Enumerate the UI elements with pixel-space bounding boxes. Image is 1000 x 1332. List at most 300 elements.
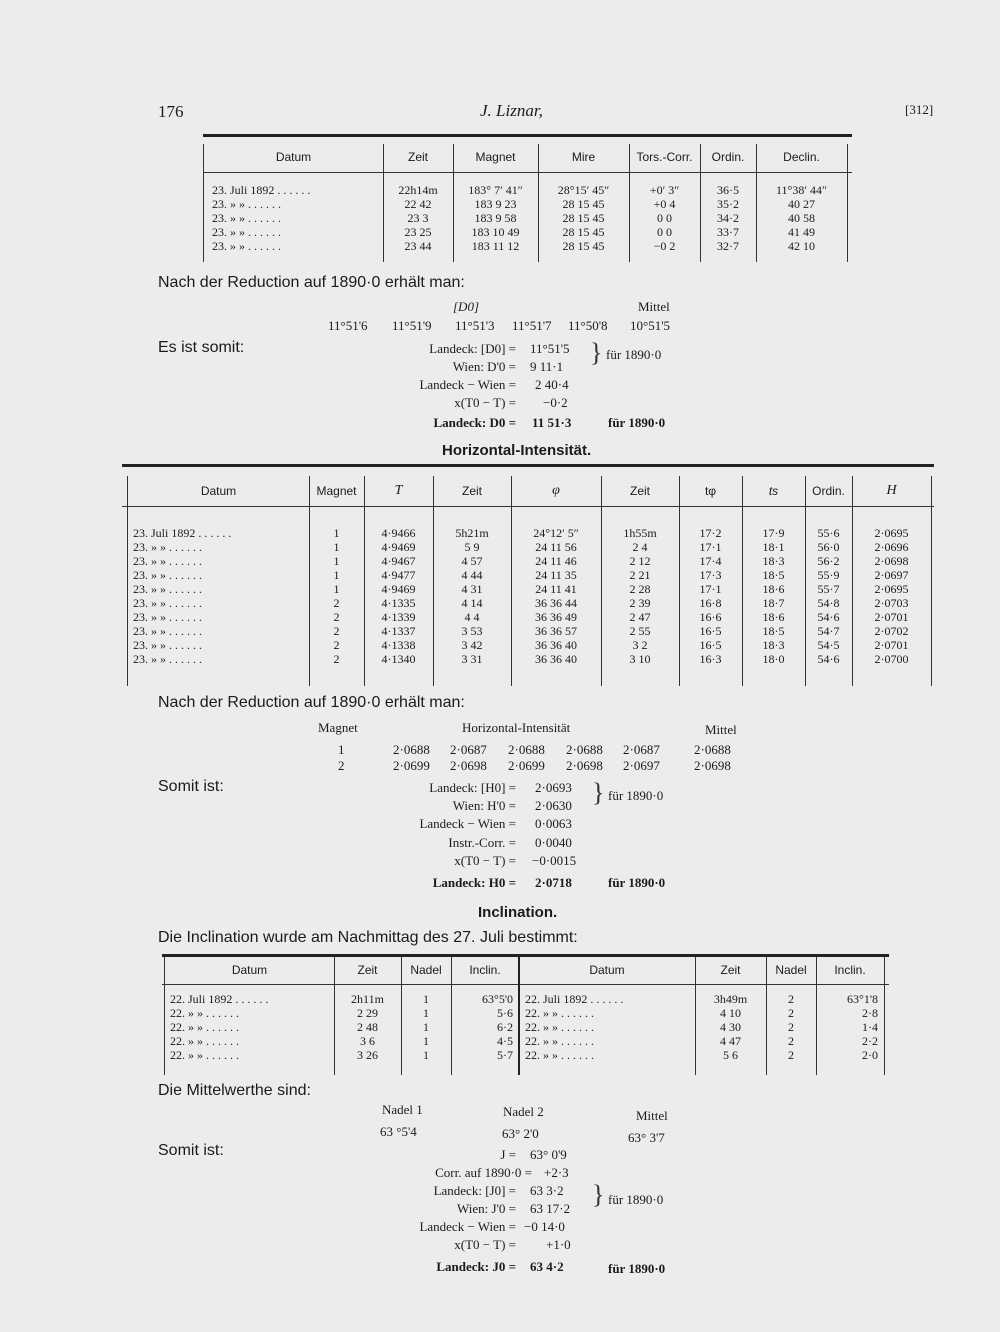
result-value: 11 51·3 [532, 415, 572, 430]
table-cell: 2 55 [629, 624, 651, 638]
table-cell: 23. » » . . . . . . [133, 582, 202, 596]
table-cell: 0 0 [657, 225, 672, 239]
table-cell: +0 4 [653, 197, 676, 211]
table-cell: 1 [333, 554, 340, 568]
somit-label: Somit ist: [158, 1142, 224, 1159]
incl-table-body [170, 992, 884, 1062]
column-header: Datum [200, 484, 237, 498]
table-row [133, 596, 931, 610]
table-cell: 2·0700 [874, 652, 909, 666]
hi-value: 2·0687 [450, 742, 487, 757]
table-cell: 24 11 41 [535, 582, 577, 596]
table-cell: 33·7 [717, 225, 739, 239]
table-cell: 5·7 [497, 1048, 513, 1062]
hi-value: 2·0697 [623, 758, 660, 773]
column-header: Tors.-Corr. [636, 150, 693, 164]
table-row [133, 624, 931, 638]
table-cell: 23. » » . . . . . . [133, 638, 202, 652]
table-cell: 4·9466 [381, 526, 416, 540]
table-row [133, 610, 931, 624]
table-cell: 4 44 [461, 568, 483, 582]
equation-value: 0·0063 [535, 816, 572, 831]
table-cell: 23 25 [404, 225, 432, 239]
table-cell: +0′ 3″ [649, 183, 680, 197]
result-epoch: für 1890·0 [608, 415, 666, 430]
table-cell: 3h49m [713, 992, 748, 1006]
table-cell: 28 15 45 [562, 211, 605, 225]
column-header: φ [552, 483, 560, 498]
table-row [133, 638, 931, 652]
table-row [212, 225, 847, 239]
column-header: tφ [704, 484, 717, 498]
table-cell: 54·8 [817, 596, 840, 610]
column-header: ts [768, 484, 779, 498]
table-rule [203, 134, 852, 137]
equation-label: Corr. auf 1890·0 = [435, 1165, 532, 1180]
table-cell: 54·7 [817, 624, 840, 638]
table-cell: 4 4 [464, 610, 480, 624]
table-cell: 1 [423, 1020, 429, 1034]
table-cell: 2·8 [862, 1006, 878, 1020]
table-row [133, 526, 931, 540]
column-header: Mire [571, 150, 596, 164]
table-cell: 2·0695 [874, 582, 909, 596]
table-cell: 2·0701 [874, 610, 909, 624]
table-cell: 2·0 [862, 1048, 878, 1062]
column-header: Declin. [783, 150, 820, 164]
table-cell: 18·7 [762, 596, 785, 610]
table-cell: 24 11 35 [535, 568, 577, 582]
column-header: Datum [231, 963, 268, 977]
table-cell: 18·3 [762, 554, 785, 568]
horizontal-intensity-label: Horizontal-Intensität [462, 720, 571, 735]
table-cell: 183 10 49 [471, 225, 520, 239]
table-cell: 1 [333, 582, 340, 596]
table-cell: 1 [333, 568, 340, 582]
table-cell: 22. » » . . . . . . [525, 1048, 594, 1062]
column-header: Magnet [475, 150, 516, 164]
table-cell: 23. » » . . . . . . [212, 211, 281, 225]
table-cell: 2 [788, 1020, 794, 1034]
equation-label: x(T0 − T) = [454, 853, 516, 868]
hi-value: 2·0688 [393, 742, 430, 757]
table-cell: 2·0696 [874, 540, 909, 554]
d0-value: 11°51'9 [392, 318, 432, 333]
equation-label: Landeck: [D0] = [429, 341, 516, 356]
brace-glyph: } [590, 338, 603, 367]
table-cell: 2 [333, 624, 340, 638]
magnet-label: Magnet [318, 720, 358, 735]
equation-value: +2·3 [544, 1165, 569, 1180]
table-cell: 2 12 [629, 554, 651, 568]
table-cell: 183 9 58 [474, 211, 517, 225]
column-header: Zeit [357, 963, 378, 977]
table-row [212, 197, 847, 211]
table-cell: 1 [423, 1048, 429, 1062]
table-cell: 18·5 [762, 624, 785, 638]
table-cell: 23 44 [404, 239, 432, 253]
magnet-number: 2 [338, 758, 345, 773]
table-cell: 5 6 [723, 1048, 738, 1062]
equation-value: +1·0 [546, 1237, 571, 1252]
table-cell: 1 [333, 526, 340, 540]
column-header: Zeit [720, 963, 741, 977]
table-row [170, 992, 884, 1006]
equation-label: x(T0 − T) = [454, 1237, 516, 1252]
table-cell: 4·9469 [381, 540, 416, 554]
table-cell: 23. » » . . . . . . [212, 239, 281, 253]
table-cell: 18·0 [762, 652, 785, 666]
table-cell: 2 [788, 992, 794, 1006]
table-cell: 22. » » . . . . . . [170, 1034, 239, 1048]
equation-value: 0·0040 [535, 835, 572, 850]
table-rule [122, 506, 934, 507]
page-number: 176 [158, 102, 184, 121]
magnet-number: 1 [338, 742, 345, 757]
d0-column-label: [D0] [453, 299, 480, 314]
result-label: Landeck: J0 = [436, 1259, 516, 1274]
table-cell: 23. Juli 1892 . . . . . . [133, 526, 232, 540]
mittel-label: Mittel [638, 299, 670, 314]
decl-reduction-intro: Nach der Reduction auf 1890·0 erhält man: [158, 274, 465, 291]
table-cell: 35·2 [717, 197, 739, 211]
incl-table-header [165, 963, 884, 977]
table-cell: 183° 7′ 41″ [468, 183, 523, 197]
result-label: Landeck: D0 = [433, 415, 516, 430]
equation-value: 63° 0'9 [530, 1147, 567, 1162]
table-cell: 22. » » . . . . . . [170, 1048, 239, 1062]
somit-label: Somit ist: [158, 778, 224, 795]
table-cell: 3 53 [461, 624, 483, 638]
table-cell: 55·9 [817, 568, 840, 582]
column-header: Magnet [316, 484, 357, 498]
table-cell: 63°1'8 [847, 992, 878, 1006]
table-cell: 22. Juli 1892 . . . . . . [525, 992, 624, 1006]
column-header: Datum [589, 963, 625, 977]
result-value: 2·0718 [535, 875, 572, 890]
overall-mean: 63° 3'7 [628, 1130, 665, 1145]
table-cell: 63°5'0 [482, 992, 513, 1006]
table-cell: 4·1339 [381, 610, 416, 624]
table-cell: 23. » » . . . . . . [133, 554, 202, 568]
table-row [133, 568, 931, 582]
table-cell: 28 15 45 [562, 197, 605, 211]
table-cell: 22. » » . . . . . . [525, 1034, 594, 1048]
result-value: 63 4·2 [530, 1259, 564, 1274]
table-cell: 23. » » . . . . . . [133, 568, 202, 582]
nadel-1-label: Nadel 1 [382, 1102, 423, 1117]
table-cell: 36 36 40 [535, 652, 577, 666]
table-cell: 2 [333, 652, 340, 666]
table-cell: 2 28 [629, 582, 651, 596]
table-cell: 4 10 [720, 1006, 741, 1020]
table-border [884, 957, 885, 1075]
page-reference: [312] [905, 102, 934, 117]
table-cell: 23. » » . . . . . . [133, 540, 202, 554]
table-cell: 54·6 [817, 610, 840, 624]
table-cell: 17·1 [699, 582, 722, 596]
table-cell: 4 14 [461, 596, 483, 610]
table-row [212, 211, 847, 225]
table-row [170, 1020, 884, 1034]
table-cell: 40 58 [788, 211, 815, 225]
equation-value: 9 11·1 [530, 359, 564, 374]
table-cell: 2 [788, 1034, 794, 1048]
table-cell: 1 [423, 1034, 429, 1048]
mittel-label: Mittel [705, 722, 737, 737]
table-border [127, 476, 128, 686]
table-cell: 4·9467 [381, 554, 416, 568]
table-border [847, 144, 848, 262]
table-cell: 36 36 40 [535, 638, 577, 652]
column-header: T [394, 483, 403, 498]
table-cell: 6·2 [497, 1020, 513, 1034]
table-cell: 22. » » . . . . . . [170, 1020, 239, 1034]
table-cell: 1 [423, 992, 429, 1006]
table-row [133, 554, 931, 568]
table-cell: 22h14m [398, 183, 438, 197]
table-row [212, 183, 847, 197]
table-cell: 2 [788, 1006, 794, 1020]
table-cell: 18·1 [762, 540, 785, 554]
brace-glyph: } [592, 1180, 605, 1209]
table-row [133, 652, 931, 666]
table-rule [203, 172, 852, 173]
table-cell: 17·1 [699, 540, 722, 554]
table-cell: 36 36 49 [535, 610, 577, 624]
table-cell: −0 2 [653, 239, 676, 253]
equation-value: 11°51'5 [530, 341, 570, 356]
table-cell: 22. » » . . . . . . [525, 1006, 594, 1020]
table-cell: 2·0695 [874, 526, 909, 540]
table-cell: 16·8 [699, 596, 722, 610]
table-cell: 2 48 [357, 1020, 378, 1034]
table-cell: 2 4 [632, 540, 648, 554]
table-row [170, 1048, 884, 1062]
table-cell: 22 42 [404, 197, 432, 211]
table-row [170, 1034, 884, 1048]
table-cell: 4 30 [720, 1020, 741, 1034]
table-cell: 16·3 [699, 652, 722, 666]
table-cell: 18·6 [762, 582, 785, 596]
equation-value: −0·0015 [532, 853, 577, 868]
column-header: Nadel [775, 963, 807, 977]
table-cell: 3 26 [357, 1048, 378, 1062]
table-cell: 5 9 [464, 540, 480, 554]
equation-label: Landeck − Wien = [419, 816, 516, 831]
equation-label: Landeck: [J0] = [433, 1183, 516, 1198]
table-cell: 2 [333, 596, 340, 610]
table-cell: 23. » » . . . . . . [133, 624, 202, 638]
table-cell: 4·1337 [381, 624, 416, 638]
table-cell: 1·4 [862, 1020, 878, 1034]
table-cell: 3 31 [461, 652, 483, 666]
column-header: Inclin. [834, 963, 866, 977]
table-cell: 3 2 [632, 638, 648, 652]
table-cell: 2·0698 [874, 554, 909, 568]
table-row [133, 540, 931, 554]
column-header: Zeit [407, 150, 428, 164]
table-cell: 2 21 [629, 568, 651, 582]
table-cell: 36 36 57 [535, 624, 577, 638]
hi-table-header [128, 484, 931, 498]
table-cell: 2 47 [629, 610, 651, 624]
table-cell: 42 10 [788, 239, 815, 253]
equation-label: Instr.-Corr. = [448, 835, 516, 850]
d0-value: 11°51'3 [455, 318, 495, 333]
table-cell: 55·6 [817, 526, 840, 540]
column-header: Datum [275, 150, 312, 164]
table-cell: 4·9477 [381, 568, 416, 582]
equation-label: J = [500, 1147, 516, 1162]
hi-value: 2·0699 [508, 758, 545, 773]
inclination-intro: Die Inclination wurde am Nachmittag des 27. Juli bestimmt: [158, 929, 578, 946]
equation-value: 63 17·2 [530, 1201, 571, 1216]
table-cell: 3 10 [629, 652, 651, 666]
hi-mittel-value: 2·0688 [694, 742, 731, 757]
table-cell: 28 15 45 [562, 239, 605, 253]
table-cell: 1 [423, 1006, 429, 1020]
column-header: Ordin. [711, 150, 745, 164]
table-cell: 183 9 23 [474, 197, 517, 211]
nadel-2-mean: 63° 2'0 [502, 1126, 539, 1141]
table-cell: 24 11 56 [535, 540, 577, 554]
equation-label: Wien: H'0 = [452, 798, 516, 813]
equation-value: 63 3·2 [530, 1183, 564, 1198]
table-cell: 4·1335 [381, 596, 416, 610]
table-cell: 2 [333, 638, 340, 652]
equation-value: 2·0693 [535, 780, 572, 795]
column-header: Ordin. [812, 484, 845, 498]
table-cell: 11°38′ 44″ [776, 183, 827, 197]
equation-label: Wien: J'0 = [457, 1201, 516, 1216]
d0-value: 11°51'7 [512, 318, 552, 333]
hi-reduction-intro: Nach der Reduction auf 1890·0 erhält man: [158, 694, 465, 711]
result-epoch: für 1890·0 [608, 1261, 666, 1276]
table-cell: 2·0703 [874, 596, 909, 610]
table-cell: 56·0 [817, 540, 840, 554]
table-row [133, 582, 931, 596]
table-cell: 54·6 [817, 652, 840, 666]
d0-mittel-value: 10°51'5 [630, 318, 671, 333]
equation-label: Wien: D'0 = [452, 359, 516, 374]
hi-value: 2·0688 [508, 742, 545, 757]
hi-mittel-value: 2·0698 [694, 758, 731, 773]
table-cell: 0 0 [657, 211, 672, 225]
table-cell: 2·0697 [874, 568, 909, 582]
table-cell: 18·3 [762, 638, 785, 652]
equation-label: x(T0 − T) = [454, 395, 516, 410]
table-cell: 16·6 [699, 610, 722, 624]
result-label: Landeck: H0 = [432, 875, 516, 890]
column-header: Inclin. [469, 963, 501, 977]
table-cell: 23 3 [407, 211, 429, 225]
table-cell: 16·5 [699, 638, 722, 652]
table-cell: 23. » » . . . . . . [133, 652, 202, 666]
decl-table-header [204, 150, 847, 164]
somit-label: Es ist somit: [158, 339, 245, 356]
table-cell: 4·9469 [381, 582, 416, 596]
table-cell: 4 47 [720, 1034, 741, 1048]
table-cell: 5·6 [497, 1006, 513, 1020]
table-cell: 2·0702 [874, 624, 909, 638]
table-cell: 4·5 [497, 1034, 513, 1048]
table-cell: 32·7 [717, 239, 739, 253]
table-cell: 17·4 [699, 554, 722, 568]
table-cell: 5h21m [455, 526, 489, 540]
equation-value: −0 14·0 [524, 1219, 565, 1234]
table-cell: 2 29 [357, 1006, 378, 1020]
table-cell: 22. » » . . . . . . [525, 1020, 594, 1034]
table-cell: 40 27 [788, 197, 815, 211]
table-cell: 4 31 [461, 582, 483, 596]
table-cell: 17·3 [699, 568, 722, 582]
hi-value: 2·0699 [393, 758, 430, 773]
column-header: Zeit [629, 484, 650, 498]
table-cell: 56·2 [817, 554, 840, 568]
mittelwerthe-intro: Die Mittelwerthe sind: [158, 1082, 311, 1099]
equation-label: Landeck − Wien = [419, 1219, 516, 1234]
hi-table-body [133, 526, 931, 666]
table-cell: 23. » » . . . . . . [133, 610, 202, 624]
equation-value: 2 40·4 [535, 377, 569, 392]
column-header: H [886, 483, 897, 498]
table-cell: 3 6 [360, 1034, 375, 1048]
table-rule [162, 954, 889, 957]
table-cell: 36 36 44 [535, 596, 577, 610]
hi-value: 2·0688 [566, 742, 603, 757]
table-rule [162, 984, 889, 985]
table-cell: 2h11m [351, 992, 384, 1006]
table-cell: 183 11 12 [471, 239, 520, 253]
table-cell: 41 49 [788, 225, 815, 239]
table-cell: 23. » » . . . . . . [133, 596, 202, 610]
equation-value: 2·0630 [535, 798, 572, 813]
brace-glyph: } [592, 778, 605, 807]
table-cell: 4·1340 [381, 652, 416, 666]
table-cell: 1h55m [623, 526, 657, 540]
table-border [931, 476, 932, 686]
table-cell: 55·7 [817, 582, 840, 596]
running-head-author: J. Liznar, [480, 101, 543, 120]
table-cell: 23. » » . . . . . . [212, 225, 281, 239]
hi-value: 2·0687 [623, 742, 660, 757]
table-cell: 28°15′ 45″ [557, 183, 610, 197]
hi-value: 2·0698 [450, 758, 487, 773]
table-cell: 54·5 [817, 638, 840, 652]
decl-table-body [212, 183, 847, 253]
table-cell: 2·2 [862, 1034, 878, 1048]
equation-value: −0·2 [543, 395, 568, 410]
table-cell: 18·6 [762, 610, 785, 624]
table-cell: 16·5 [699, 624, 722, 638]
table-cell: 2·0701 [874, 638, 909, 652]
table-cell: 34·2 [717, 211, 739, 225]
d0-value: 11°50'8 [568, 318, 608, 333]
table-cell: 28 15 45 [562, 225, 605, 239]
d0-value: 11°51'6 [328, 318, 368, 333]
table-cell: 23. » » . . . . . . [212, 197, 281, 211]
table-cell: 2 [788, 1048, 794, 1062]
table-cell: 4 57 [461, 554, 483, 568]
table-cell: 24 11 46 [535, 554, 577, 568]
section-heading-horizontal-intensity: Horizontal-Intensität. [442, 442, 592, 459]
column-header: Nadel [410, 963, 442, 977]
table-cell: 36·5 [717, 183, 739, 197]
mittel-label: Mittel [636, 1108, 668, 1123]
column-header: Zeit [461, 484, 482, 498]
result-epoch: für 1890·0 [608, 875, 666, 890]
